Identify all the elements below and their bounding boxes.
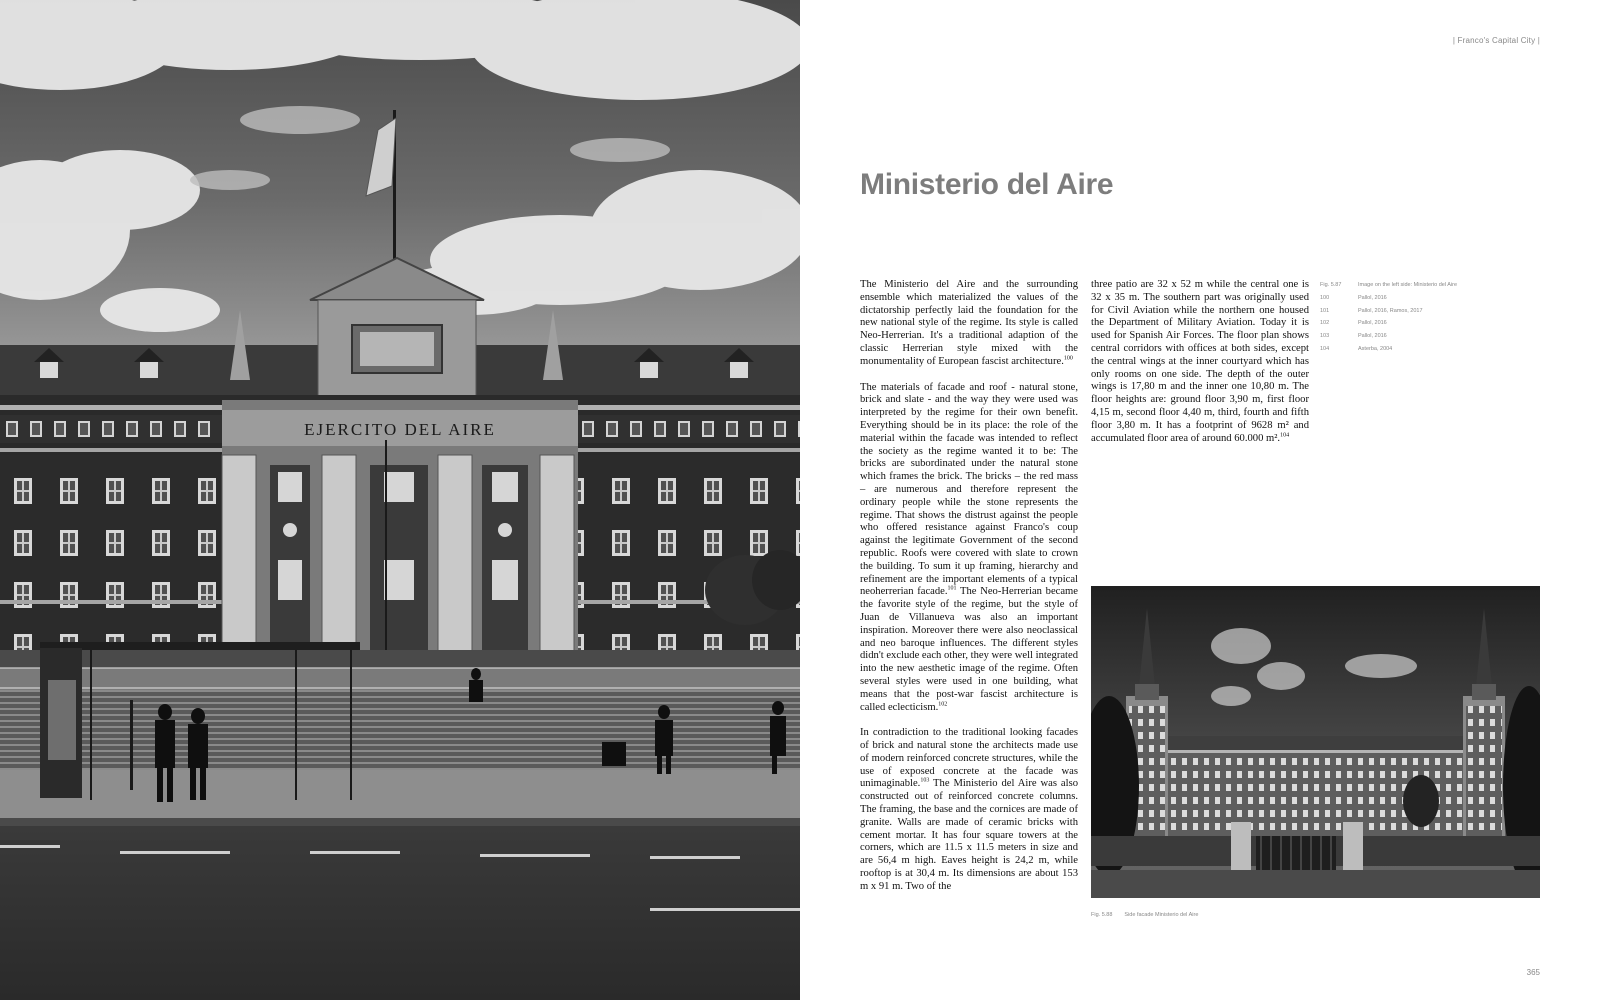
footnote-ref: 100 <box>1063 355 1073 362</box>
footnote-ref: 102 <box>938 700 948 707</box>
footnote-ref: 104 <box>1280 432 1290 439</box>
page-title: Ministerio del Aire <box>860 168 1114 201</box>
running-head: | Franco's Capital City | <box>1452 36 1540 45</box>
caption-number: Fig. 5.88 <box>1091 912 1113 918</box>
footnote-text: Pallol, 2016 <box>1358 320 1387 327</box>
paragraph-text: In contradiction to the traditional looking facades of brick and natural stone the architects made use of modern reinforced concrete structures, while the use of exposed concrete at the facade was unimaginable. <box>860 727 1078 790</box>
figure-caption <box>1091 912 1198 918</box>
caption-text: Side facade Ministerio del Aire <box>1124 912 1199 918</box>
footnote-number: 104 <box>1320 345 1330 352</box>
paragraph-text: three patio are 32 x 52 m while the central one is 32 x 35 m. The southern part was originally used for Civil Aviation while the northern one housed the Department of Military Aviation. Today it is used for Spanish Air Forces. The floor plan shows central corridors with offices at both sides, except the central wings at the inner courtyard which has only rooms on one side. The depth of the outer wings is 17,80 m and the inner one 10,80 m. The floor heights are: ground floor 3,90 m, first floor 4,15 m, second floor 4,40 m, third, fourth and fifth floor 3,80 m. It has a footprint of 9628 m² and accumulated floor area of around 60.000 m². <box>1091 279 1309 444</box>
text-column-2 <box>1091 279 1309 458</box>
footnote-row <box>1320 333 1520 346</box>
paragraph-text: The Ministerio del Aire and the surrounding ensemble which materialized the values of the dictatorship perfectly laid the foundation for the new national style of the regime. Its style is called Neo-Herrerian. It's a traditional adaption of the classic Herrerian style mixed with the monumentality of European fascist architecture. <box>860 279 1078 367</box>
photo-ministerio-side-facade <box>1091 586 1540 898</box>
footnote-number: 102 <box>1320 320 1330 327</box>
paragraph <box>860 382 1078 715</box>
paragraph-text: The materials of facade and roof - natural stone, brick and slate - and the way they were used was interpreted by the regime for their own benefit. Everything should be in its place: the role of the material within the facade was intended to reflect the society as the regime wanted it to be: The bricks are subordinated under the natural stone which frames the brick. The bricks – the red mass – are numerous and therefore represent the ordinary people while the stone represents the regime. That shows the distrust against the people who offered resistance against Franco's coup against the legitimate Government of the second republic. Roofs were covered with slate to crown the building. To sum it up framing, hierarchy and refinement are the important elements of a typical neoherrerian facade. <box>860 381 1078 598</box>
text-column-1 <box>860 279 1078 907</box>
paragraph-text: The Neo-Herrerian became the favorite style of the regime, but the style of Juan de Villanueva was also an important inspiration. Moreover there were also neoclassical and neo baroque influences. The different styles didn't exclude each other, they were well integrated into the new aesthetic image of the regime. Often several styles were used in one building, what means that the post-war fascist architecture is called eclecticism. <box>860 586 1079 713</box>
sign-ejercito-del-aire: EJERCITO DEL AIRE <box>304 420 496 439</box>
paragraph <box>860 279 1078 369</box>
paragraph <box>1091 279 1309 445</box>
footnote-ref: 101 <box>947 585 957 592</box>
footnote-text: Image on the left side: Ministerio del Aire <box>1358 282 1458 288</box>
footnote-number: 103 <box>1320 333 1330 340</box>
footnote-text: Asterba, 2004 <box>1358 345 1393 352</box>
footnote-text: Pallol, 2016, Ramos, 2017 <box>1358 307 1423 314</box>
paragraph <box>860 727 1078 893</box>
footnote-ref: 103 <box>920 777 930 784</box>
footnote-text: Pallol, 2016 <box>1358 294 1387 301</box>
footnote-number: Fig. 5.87 <box>1320 282 1342 288</box>
page-number: 365 <box>1526 968 1540 977</box>
footnote-row <box>1320 282 1520 295</box>
footnote-row <box>1320 295 1520 308</box>
footnote-row <box>1320 320 1520 333</box>
footnote-text: Pallol, 2016 <box>1358 333 1387 340</box>
footnote-number: 100 <box>1320 294 1330 301</box>
footnote-row <box>1320 346 1520 359</box>
paragraph-text: The Ministerio del Aire was also constructed out of reinforced concrete columns. The framing, the base and the cornices are made of granite. Walls are made of ceramic bricks with cement mortar. It has four square towers at the corners, which are 11.5 x 11.5 meters in size and are 56,4 m high. Eaves height is 24,2 m, while rooftop is at 30,4 m. Its dimensions are about 153 m x 91 m. Two of the <box>860 778 1078 892</box>
footnotes <box>1320 282 1520 359</box>
footnote-row <box>1320 308 1520 321</box>
footnote-number: 101 <box>1320 307 1330 314</box>
